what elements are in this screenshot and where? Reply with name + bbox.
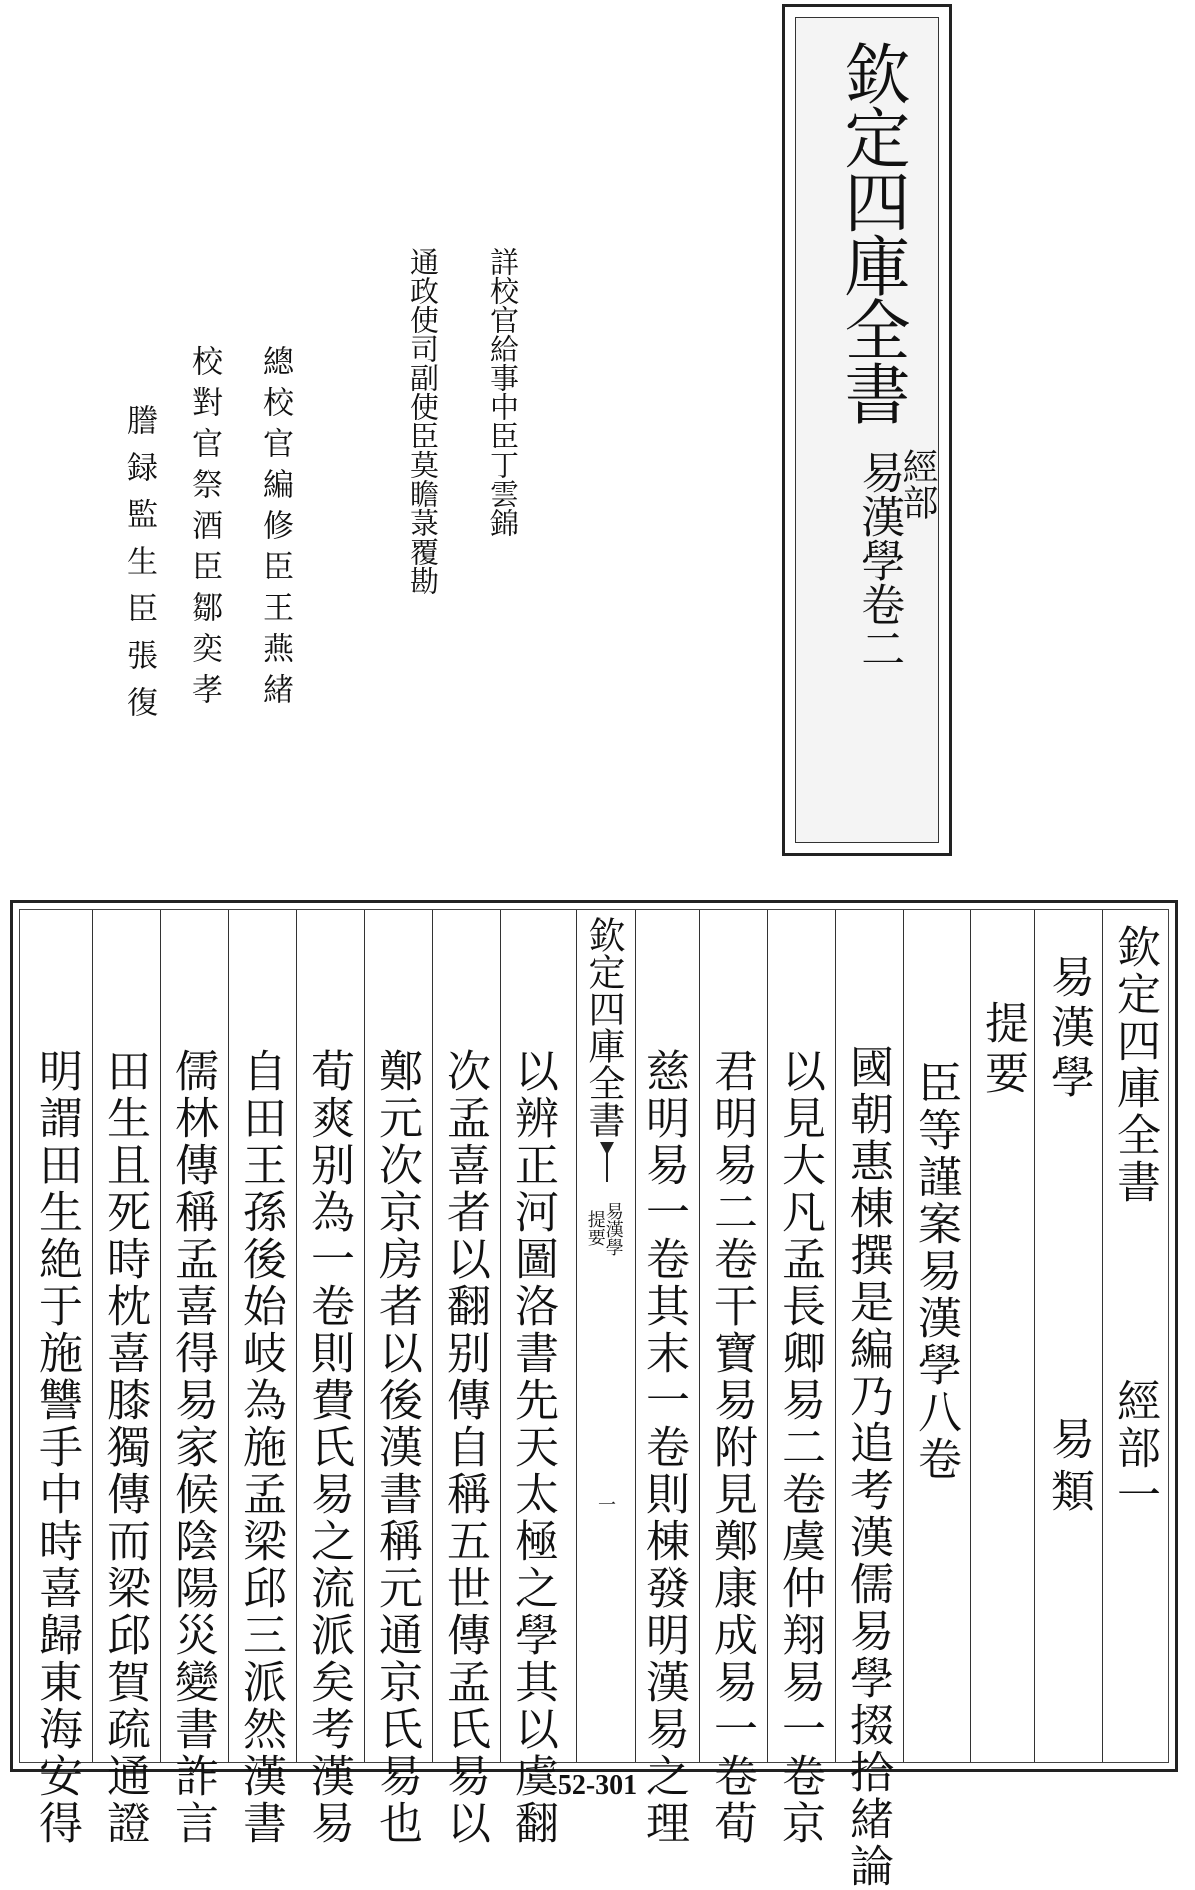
- category-label: 易類: [1043, 1416, 1094, 1520]
- text-column: 以見大凡孟長卿易二卷虞仲翔易一卷京: [774, 1048, 825, 1847]
- text-column: 明謂田生絶于施讐手中時喜歸東海安得: [31, 1048, 82, 1847]
- text-column: 慈明易一卷其末一卷則棟發明漢易之理: [638, 1048, 689, 1847]
- column-rule: [1034, 910, 1035, 1762]
- column-rule: [699, 910, 700, 1762]
- page-number: 52-301: [557, 1770, 638, 1801]
- column-rule: [296, 910, 297, 1762]
- text-column: 儒林傳稱孟喜得易家候陰陽災變書詐言: [167, 1048, 218, 1847]
- centre-fold-strip: [576, 910, 636, 1762]
- column-rule: [1102, 910, 1103, 1762]
- credit-collator: 校對官祭酒臣鄒奕孝: [186, 345, 222, 714]
- title-slip-inner-frame: [795, 17, 939, 843]
- book-title: 易漢學: [1043, 954, 1094, 1104]
- credit-proofreader: 詳校官給事中臣丁雲錦: [486, 247, 520, 537]
- text-column: 自田王孫後始岐為施孟梁邱三派然漢書: [235, 1048, 286, 1847]
- text-column: 以辨正河圖洛書先天太極之學其以虞翻: [507, 1048, 558, 1847]
- text-column: 國朝惠棟撰是編乃追考漢儒易學掇拾緒論: [842, 1044, 893, 1890]
- credit-reviewer: 通政使司副使臣莫瞻菉覆勘: [406, 247, 440, 595]
- column-rule: [970, 910, 971, 1762]
- centre-strip-section: 提要: [584, 1210, 606, 1246]
- slip-volume-label: 易漢學卷二: [853, 450, 905, 670]
- centre-strip-leaf-number: 一: [595, 1495, 616, 1513]
- column-rule: [835, 910, 836, 1762]
- title-slip: [782, 4, 952, 856]
- page-header-section: 經部一: [1109, 1378, 1160, 1519]
- text-column: 君明易二卷干寶易附見鄭康成易一卷荀: [706, 1048, 757, 1847]
- column-rule: [767, 910, 768, 1762]
- page-header: 欽定四庫全書: [1109, 924, 1160, 1206]
- column-rule: [903, 910, 904, 1762]
- text-column: 荀爽别為一卷則費氏易之流派矣考漢易: [303, 1048, 354, 1847]
- section-label: 提要: [977, 1000, 1028, 1100]
- column-rule: [500, 910, 501, 1762]
- centre-strip-title: 欽定四庫全書: [582, 916, 625, 1138]
- text-column: 鄭元次京房者以後漢書稱元通京氏易也: [371, 1048, 422, 1847]
- column-rule: [228, 910, 229, 1762]
- slip-section-label: 經部: [897, 448, 938, 520]
- credit-copyist: 謄録監生臣張復: [121, 404, 157, 733]
- text-column: 臣等謹案易漢學八卷: [910, 1060, 961, 1483]
- column-rule: [364, 910, 365, 1762]
- column-rule: [92, 910, 93, 1762]
- column-rule: [160, 910, 161, 1762]
- text-column: 田生且死時枕喜膝獨傳而梁邱賀疏通證: [99, 1048, 150, 1847]
- fold-marker-line: [606, 1142, 608, 1182]
- slip-main-title: 欽定四庫全書: [833, 40, 910, 424]
- centre-strip-book-title: 易漢學: [602, 1202, 624, 1256]
- credit-chief-collator: 總校官編修臣王燕緒: [257, 345, 293, 714]
- text-column: 次孟喜者以翻别傳自稱五世傳孟氏易以: [439, 1048, 490, 1847]
- column-rule: [432, 910, 433, 1762]
